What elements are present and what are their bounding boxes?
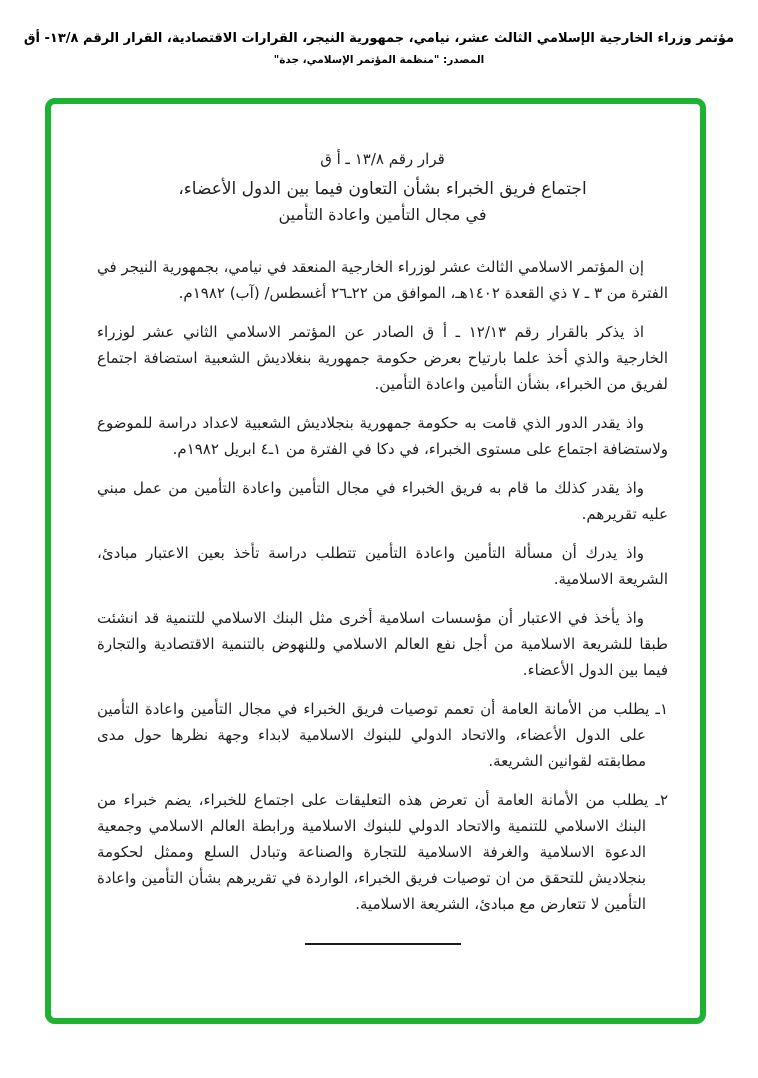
paragraph-preamble: إن المؤتمر الاسلامي الثالث عشر لوزراء الخارجية المنعقد في نيامي، بجمهورية النيجر في الفترة من ٣ ـ ٧ ذي القعدة ١٤٠٢هـ، الموافق من ٢٢ـ٢٦ أغسطس/ (آب) ١٩٨٢م.	[97, 258, 668, 302]
paragraph-appreciation-bangladesh: واذ يقدر الدور الذي قامت به حكومة جمهورية بنجلاديش الشعبية لاعداد دراسة للموضوع ولاستضافة اجتماع على مستوى الخبراء، في دكا في الفترة من ١ـ٤ ابريل ١٩٨٢م.	[97, 414, 668, 458]
resolution-title-line1: اجتماع فريق الخبراء بشأن التعاون فيما بين الدول الأعضاء،	[178, 179, 587, 199]
header-citation: مؤتمر وزراء الخارجية الإسلامي الثالث عشر، نيامي، جمهورية النيجر، القرارات الاقتصادية، القرار الرقم ١٣/٨- أق	[23, 31, 735, 46]
resolution-title-block	[97, 148, 668, 228]
header-source: المصدر: "منظمة المؤتمر الإسلامي، جدة"	[273, 54, 485, 66]
scanned-document	[51, 104, 700, 1018]
scan-frame	[45, 98, 706, 1024]
paragraph-sharia-consideration: واذ يدرك أن مسألة التأمين واعادة التأمين تتطلب دراسة تأخذ بعين الاعتبار مبادئ، الشريعة الاسلامية.	[97, 544, 668, 588]
document-header	[0, 30, 758, 67]
end-divider	[305, 943, 461, 945]
paragraph-appreciation-experts: واذ يقدر كذلك ما قام به فريق الخبراء في مجال التأمين واعادة التأمين من عمل مبني عليه تقريرهم.	[97, 479, 668, 523]
paragraph-recall: اذ يذكر بالقرار رقم ١٢/١٣ ـ أ ق الصادر عن المؤتمر الاسلامي الثاني عشر لوزراء الخارجية والذي أخذ علما بارتياح بعرض حكومة جمهورية بنغلاديش الشعبية استضافة اجتماع لفريق من الخبراء، بشأن التأمين واعادة التأمين.	[97, 323, 668, 393]
resolution-item-2: ٢ـ يطلب من الأمانة العامة أن تعرض هذه التعليقات على اجتماع للخبراء، يضم خبراء من البنك الاسلامي للتنمية والاتحاد الدولي للبنوك الاسلامية ورابطة العالم الاسلامي وجمعية الدعوة الاسلامية والغرفة الاسلامية للتجارة والصناعة وتبادل السلع وممثل لحكومة بنجلاديش للتحقق من ان توصيات فريق الخبراء، الواردة في تقريرهم بشأن التأمين واعادة التأمين لا تتعارض مع مبادئ، الشريعة الاسلامية.	[97, 791, 668, 913]
paragraph-islamic-institutions: واذ يأخذ في الاعتبار أن مؤسسات اسلامية أخرى مثل البنك الاسلامي للتنمية قد انشئت طبقا للشريعة الاسلامية من أجل نفع العالم الاسلامي وللنهوض بالتنمية الاقتصادية والتجارة فيما بين الدول الأعضاء.	[97, 609, 668, 679]
resolution-title-line2: في مجال التأمين واعادة التأمين	[278, 205, 487, 224]
resolution-number: قرار رقم ١٣/٨ ـ أ ق	[320, 150, 445, 168]
resolution-item-1: ١ـ يطلب من الأمانة العامة أن تعمم توصيات فريق الخبراء في مجال التأمين واعادة التأمين على الدول الأعضاء، والاتحاد الدولي للبنوك الاسلامية لابداء وجهة نظرها حول مدى مطابقته لقوانين الشريعة.	[97, 700, 668, 770]
